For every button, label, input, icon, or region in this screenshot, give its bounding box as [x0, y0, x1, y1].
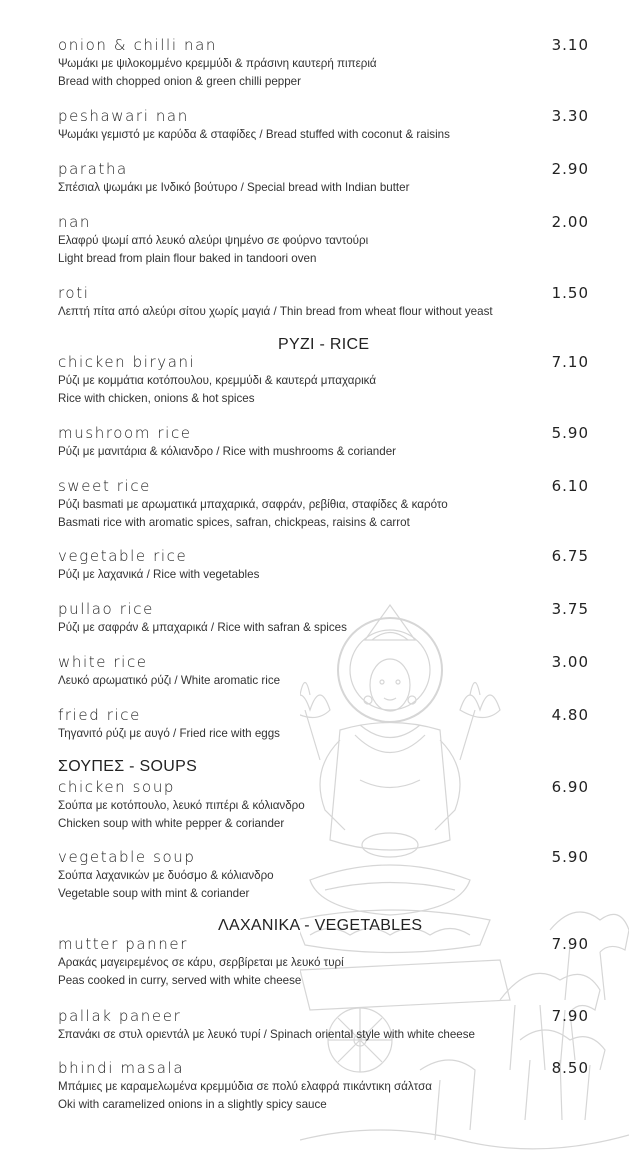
description-line: Chicken soup with white pepper & coriander	[58, 817, 285, 830]
item-price: 2.90	[551, 160, 589, 178]
item-name: vegetable soup	[58, 848, 196, 866]
description-line: Λευκό αρωματικό ρύζι / White aromatic rice	[58, 674, 281, 687]
description-line: Light bread from plain flour baked in tandoori oven	[58, 252, 317, 265]
item-name: nan	[58, 213, 92, 231]
description-line: Oki with caramelized onions in a slightly spicy sauce	[58, 1098, 327, 1111]
item-name: sweet rice	[58, 477, 151, 495]
description-line: Ψωμάκι γεμιστό με καρύδα & σταφίδες / Bread stuffed with coconut & raisins	[58, 128, 450, 141]
description-line: Vegetable soup with mint & coriander	[58, 887, 250, 900]
description-line: Λεπτή πίτα από αλεύρι σίτου χωρίς μαγιά / Thin bread from wheat flour without yeast	[58, 305, 493, 318]
item-name: peshawari nan	[58, 107, 189, 125]
item-name: onion & chilli nan	[58, 36, 217, 54]
section-heading-rice: ΡΥΖΙ - RICE	[278, 336, 370, 353]
item-price: 6.10	[551, 477, 589, 495]
description-line: Rice with chicken, onions & hot spices	[58, 392, 255, 405]
description-line: Ρύζι με σαφράν & μπαχαρικά / Rice with safran & spices	[58, 621, 347, 634]
item-price: 3.30	[551, 107, 589, 125]
description-line: Ελαφρύ ψωμί από λευκό αλεύρι ψημένο σε φούρνο ταντούρι	[58, 234, 369, 247]
item-name: paratha	[58, 160, 128, 178]
item-description	[58, 1078, 432, 1114]
item-description	[58, 672, 280, 690]
section-heading-vegetables: ΛΑΧΑΝΙΚΑ - VEGETABLES	[218, 917, 423, 934]
item-name: bhindi masala	[58, 1059, 185, 1077]
item-price: 3.75	[551, 600, 589, 618]
item-price: 5.90	[551, 848, 589, 866]
item-price: 7.10	[551, 353, 589, 371]
item-description	[58, 443, 396, 461]
item-price: 6.75	[551, 547, 589, 565]
item-description	[58, 55, 377, 91]
description-line: Peas cooked in curry, served with white cheese	[58, 974, 302, 987]
description-line: Ρύζι με μανιτάρια & κόλιανδρο / Rice with mushrooms & coriander	[58, 445, 397, 458]
item-description	[58, 797, 305, 833]
item-description	[58, 566, 259, 584]
description-line: Ρύζι με λαχανικά / Rice with vegetables	[58, 568, 260, 581]
item-name: roti	[58, 284, 90, 302]
item-name: white rice	[58, 653, 148, 671]
item-price: 6.90	[551, 778, 589, 796]
description-line: Bread with chopped onion & green chilli pepper	[58, 75, 301, 88]
item-description	[58, 496, 448, 532]
description-line: Σούπα με κοτόπουλο, λευκό πιπέρι & κόλιανδρο	[58, 799, 305, 812]
item-price: 7.90	[551, 935, 589, 953]
item-name: fried rice	[58, 706, 141, 724]
item-price: 7.90	[551, 1007, 589, 1025]
item-name: mutter panner	[58, 935, 188, 953]
item-description	[58, 303, 493, 321]
item-price: 3.00	[551, 653, 589, 671]
item-description	[58, 954, 344, 990]
description-line: Ψωμάκι με ψιλοκομμένο κρεμμύδι & πράσινη καυτερή πιπεριά	[58, 57, 377, 70]
description-line: Σούπα λαχανικών με δυόσμο & κόλιανδρο	[58, 869, 274, 882]
description-line: Τηγανιτό ρύζι με αυγό / Fried rice with eggs	[58, 727, 280, 740]
item-description	[58, 619, 347, 637]
item-price: 8.50	[551, 1059, 589, 1077]
item-description	[58, 179, 409, 197]
item-price: 4.80	[551, 706, 589, 724]
item-description	[58, 725, 280, 743]
item-description	[58, 1026, 475, 1044]
description-line: Basmati rice with aromatic spices, safran, chickpeas, raisins & carrot	[58, 516, 410, 529]
description-line: Σπανάκι σε στυλ οριεντάλ με λευκό τυρί / Spinach oriental style with white cheese	[58, 1028, 475, 1041]
item-name: vegetable rice	[58, 547, 188, 565]
item-name: chicken biryani	[58, 353, 196, 371]
item-name: chicken soup	[58, 778, 176, 796]
description-line: Σπέσιαλ ψωμάκι με Ινδικό βούτυρο / Special bread with Indian butter	[58, 181, 410, 194]
item-price: 5.90	[551, 424, 589, 442]
section-heading-soups: ΣΟΥΠΕΣ - SOUPS	[58, 758, 198, 775]
item-description	[58, 867, 274, 903]
description-line: Ρύζι basmati με αρωματικά μπαχαρικά, σαφράν, ρεβίθια, σταφίδες & καρότο	[58, 498, 448, 511]
item-price: 3.10	[551, 36, 589, 54]
description-line: Αρακάς μαγειρεμένος σε κάρυ, σερβίρεται με λευκό τυρί	[58, 956, 344, 969]
description-line: Ρύζι με κομμάτια κοτόπουλου, κρεμμύδι & καυτερά μπαχαρικά	[58, 374, 377, 387]
item-description	[58, 372, 376, 408]
item-description	[58, 126, 450, 144]
item-price: 1.50	[551, 284, 589, 302]
item-name: mushroom rice	[58, 424, 192, 442]
item-name: pullao rice	[58, 600, 154, 618]
item-price: 2.00	[551, 213, 589, 231]
item-description	[58, 232, 368, 268]
item-name: pallak paneer	[58, 1007, 182, 1025]
description-line: Μπάμιες με καραμελωμένα κρεμμύδια σε πολύ ελαφρά πικάντικη σάλτσα	[58, 1080, 432, 1093]
